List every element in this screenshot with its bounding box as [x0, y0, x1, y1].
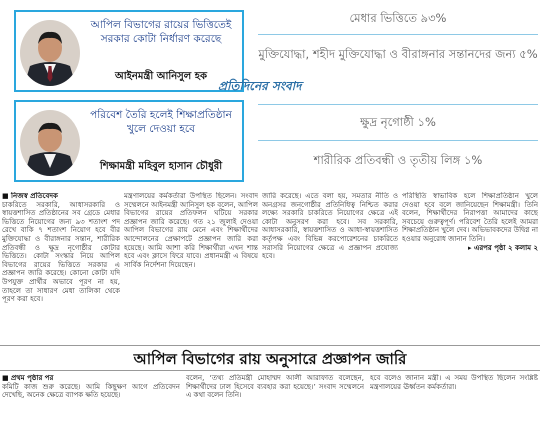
article-column-2: [124, 192, 258, 340]
section-divider: [0, 370, 540, 371]
top-banner: [0, 0, 540, 190]
quota-stat-freedom-fighters: মুক্তিযোদ্ধা, শহীদ মুক্তিযোদ্ধা ও বীরাঙ্গনার সন্তানদের জন্য ৫%: [258, 47, 538, 61]
column-text: হবে বলেও জানান মন্ত্রী। এ সময় উপস্থিত ছিলেন সংশ্লিষ্ট মন্ত্রণালয়ের ঊর্ধ্বতন কর্মকর্তারা।: [370, 374, 538, 391]
byline: ■ প্রথম পৃষ্ঠার পর: [2, 374, 54, 382]
stat-divider: [258, 140, 538, 141]
quote-card-law-minister: [14, 10, 244, 92]
portrait-icon: [20, 110, 80, 176]
law-minister-photo: [20, 20, 80, 86]
stat-divider: [258, 34, 538, 35]
continuation-note: ▸ এরপর পৃষ্ঠা ২ কলাম ২: [468, 243, 538, 252]
speaker-name: আইনমন্ত্রী আনিসুল হক: [115, 71, 207, 82]
section-divider: [0, 345, 540, 346]
portrait-icon: [20, 20, 80, 86]
newspaper-brand: প্রতিদিনের সংবাদ: [218, 79, 302, 93]
stat-divider: [258, 104, 538, 105]
quota-stat-ethnic-minority: ক্ষুদ্র নৃগোষ্ঠী ১%: [360, 115, 436, 129]
column-text: বলেন, ‘তথ্য প্রতিমন্ত্রী মোহাম্মদ আলী আরাফাত বলেছেন, শিক্ষার্থীদের ঢাল হিসেবে ব্যবহার করা হয়েছে।’ সংবাদ সম্মেলনে এ কথা বলেন তিনি।: [186, 374, 364, 400]
lower-column-2: [186, 374, 364, 440]
column-text: জারি করেছে। এতে বলা হয়, সমতার নীতি ও অনগ্রসর জনগোষ্ঠীর প্রতিনিধিত্ব নিশ্চিত করার লক্ষ্যে সরকারি চাকরিতে নিয়োগের ক্ষেত্রে এই কোটা অনুসরণ করা হবে। সব সরকারি, আধাসরকারি, স্বায়ত্তশাসিত ও আধা-স্বায়ত্তশাসিত কর্তৃপক্ষ এবং বিভিন্ন করপোরেশনের চাকরিতে সরাসরি নিয়োগের ক্ষেত্রে এ প্রজ্ঞাপন প্রযোজ্য হবে।: [262, 192, 398, 261]
speaker-name: শিক্ষামন্ত্রী মহিবুল হাসান চৌধুরী: [99, 161, 223, 172]
article-column-3: [262, 192, 398, 340]
quota-stat-merit: মেধার ভিত্তিতে ৯৩%: [349, 11, 447, 25]
quota-stat-disabled-third-gender: শারীরিক প্রতিবন্ধী ও তৃতীয় লিঙ্গ ১%: [313, 153, 483, 167]
byline: ■ নিজস্ব প্রতিবেদক: [2, 192, 58, 200]
lower-column-1: [2, 374, 180, 440]
quote-card-education-minister: [14, 100, 244, 182]
article-column-1: [2, 192, 120, 340]
lower-column-3: [370, 374, 538, 440]
column-text: মন্ত্রণালয়ের কর্মকর্তারা উপস্থিত ছিলেন। সংবাদ সম্মেলনে আইনমন্ত্রী আনিসুল হক বলেন, আপিল বিভাগের রায়ের প্রতিফলন ঘটিয়ে সরকার প্রজ্ঞাপন জারি করেছে। গত ২১ জুলাই দেওয়া আপিল বিভাগের রায় মেনে এবং শিক্ষার্থীদের আন্দোলনের প্রেক্ষাপটে প্রজ্ঞাপন জারি করা হয়েছে। আমি আশা করি শিক্ষার্থীরা এখন শান্ত হবে এবং ক্লাসে ফিরে যাবে। প্রধানমন্ত্রী এ বিষয়ে সার্বিক নির্দেশনা দিয়েছেন।: [124, 192, 258, 269]
column-text: চাকরিতে সরকারি, আধাসরকারি ও স্বায়ত্তশাসিত প্রতিষ্ঠানের সব গ্রেডে মেধার ভিত্তিতে নিয়োগের জন্য ৯৩ শতাংশ পদ রেখে বাকি ৭ শতাংশ নিয়োগ হবে বীর মুক্তিযোদ্ধা ও বীরাঙ্গনার সন্তান, শারীরিক প্রতিবন্ধী ও ক্ষুদ্র নৃগোষ্ঠীর কোটার ভিত্তিতে। কোটা সংস্কার নিয়ে আপিল বিভাগের রায়ের ভিত্তিতে সরকার এ প্রজ্ঞাপন জারি করেছে। কোনো কোটা যদি উপযুক্ত প্রার্থীর অভাবে পূরণ না হয়, তাহলে তা সাধারণ মেধা তালিকা থেকে পূরণ করা হবে।: [2, 200, 120, 304]
column-text: পরিস্থিতি স্বাভাবিক হলে শিক্ষাপ্রতিষ্ঠান খুলে দেওয়া হবে বলে জানিয়েছেন শিক্ষামন্ত্রী। তিনি বলেন, শিক্ষার্থীদের নিরাপত্তা আমাদের কাছে সবচেয়ে গুরুত্বপূর্ণ। পরিবেশ তৈরি হলেই আমরা শিক্ষাপ্রতিষ্ঠান খুলে দেব। অভিভাবকদের উদ্বিগ্ন না হওয়ার অনুরোধ জানান তিনি।: [402, 192, 538, 243]
column-text: কমিটি কাজ শুরু করেছে। আমি কিছুক্ষণ আগে প্রতিবেদন দেখেছি, অনেক ক্ষেত্রে ব্যাপক ক্ষতি হয়েছে।: [2, 382, 180, 400]
article-column-4: [402, 192, 538, 340]
education-minister-photo: [20, 110, 80, 176]
quote-text: আপিল বিভাগের রায়ের ভিত্তিতেই সরকার কোটা নির্ধারণ করেছে: [90, 19, 232, 45]
article-headline: আপিল বিভাগের রায় অনুসারে প্রজ্ঞাপন জারি: [133, 350, 407, 368]
article-body: [0, 190, 540, 440]
quote-text: পরিবেশ তৈরি হলেই শিক্ষাপ্রতিষ্ঠান খুলে দেওয়া হবে: [90, 109, 232, 135]
